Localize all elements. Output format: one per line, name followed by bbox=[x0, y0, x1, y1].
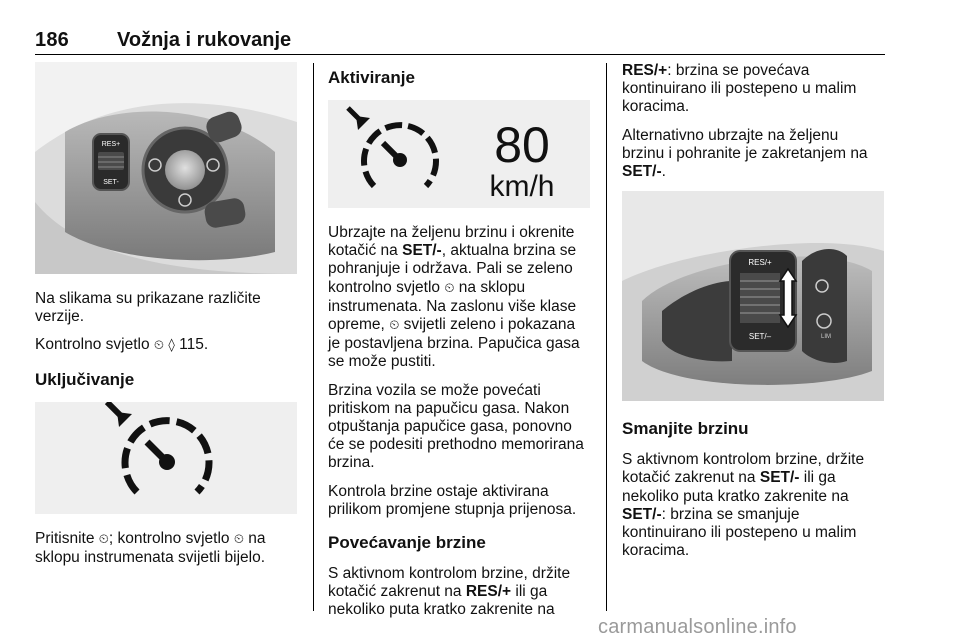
header-rule bbox=[35, 54, 885, 55]
section-heading-switch-on: Uključivanje bbox=[35, 369, 135, 389]
cruise-icon-figure bbox=[35, 402, 297, 514]
column-divider-2 bbox=[606, 63, 607, 611]
activate-paragraph: Ubrzajte na željenu brzinu i okrenite kotačić na SET/-, aktualna brzina se pohranjuje i održava. Pali se zeleno kontrolno svjetlo ⏲ na sklopu instrumenata. Na zaslonu više klase opreme, ⏲ svijetli zeleno i pokazana je postavljena brzina. Papučica gasa se može pustiti. bbox=[328, 224, 580, 371]
display-speed-value: 80 bbox=[494, 117, 550, 173]
section-heading-activate: Aktiviranje bbox=[328, 68, 415, 87]
wheel-res-label: RES+ bbox=[101, 141, 121, 148]
wheel-res-label-2: RES/+ bbox=[748, 258, 772, 268]
alternative-paragraph: Alternativno ubrzajte na željenu brzinu i pohranite je zakretanjem na SET/-. bbox=[622, 126, 868, 181]
accelerate-paragraph: Brzina vozila se može povećati pritiskom na papučicu gasa. Nakon otpuštanja papučice gasa, ponovno će se podesiti prethodno memorirana brzina. bbox=[328, 381, 584, 472]
page-ref-icon: ◊ bbox=[168, 338, 175, 354]
column-divider-1 bbox=[313, 63, 314, 611]
wheel-set-label: SET- bbox=[103, 179, 119, 186]
press-instruction: Pritisnite ⏲; kontrolno svjetlo ⏲ na sklopu instrumenata svijetli bijelo. bbox=[35, 529, 266, 566]
increase-continuation: RES/+: brzina se povećava kontinuirano ili postepeno u malim koracima. bbox=[622, 62, 857, 116]
page-title: Vožnja i rukovanje bbox=[117, 29, 292, 51]
wheel-lim-label: LIM bbox=[820, 334, 832, 341]
cruise-control-icon: ⏲ bbox=[233, 531, 244, 547]
column-1 bbox=[35, 62, 297, 577]
cruise-control-icon: ⏲ bbox=[389, 318, 400, 334]
section-heading-increase-speed: Povećavanje brzine bbox=[328, 533, 486, 553]
section-heading-reduce-speed: Smanjite brzinu bbox=[622, 419, 749, 439]
steering-wheel-photo-2 bbox=[622, 191, 884, 401]
cruise-control-icon: ⏲ bbox=[153, 338, 165, 354]
cruise-control-icon: ⏲ bbox=[444, 280, 455, 296]
reduce-speed-paragraph: S aktivnom kontrolom brzine, držite kotačić zakrenut na SET/- ili ga nekoliko puta kratko zakrenite na SET/-: brzina se smanjuje kontinuirano ili postepeno u malim koracima. bbox=[622, 451, 865, 560]
watermark: carmanualsonline.info bbox=[598, 616, 797, 638]
steering-wheel-photo-1 bbox=[35, 62, 297, 274]
display-speed-unit: km/h bbox=[489, 170, 555, 203]
speed-display-figure bbox=[328, 100, 590, 208]
column-2 bbox=[328, 62, 590, 630]
wheel-set-label-2: SET/– bbox=[748, 332, 772, 342]
control-light-reference: Kontrolno svjetlo ⏲ ◊ 115. bbox=[35, 336, 209, 354]
gear-change-paragraph: Kontrola brzine ostaje aktivirana prilikom promjene stupnja prijenosa. bbox=[328, 482, 577, 518]
column-3 bbox=[622, 62, 884, 570]
increase-speed-paragraph: S aktivnom kontrolom brzine, držite kotačić zakrenut na RES/+ ili ga nekoliko puta kratko zakrenite na bbox=[328, 565, 571, 619]
intro-paragraph: Na slikama su prikazane različite verzije. bbox=[35, 290, 261, 326]
page-number: 186 bbox=[35, 29, 69, 51]
cruise-control-icon: ⏲ bbox=[98, 531, 109, 547]
